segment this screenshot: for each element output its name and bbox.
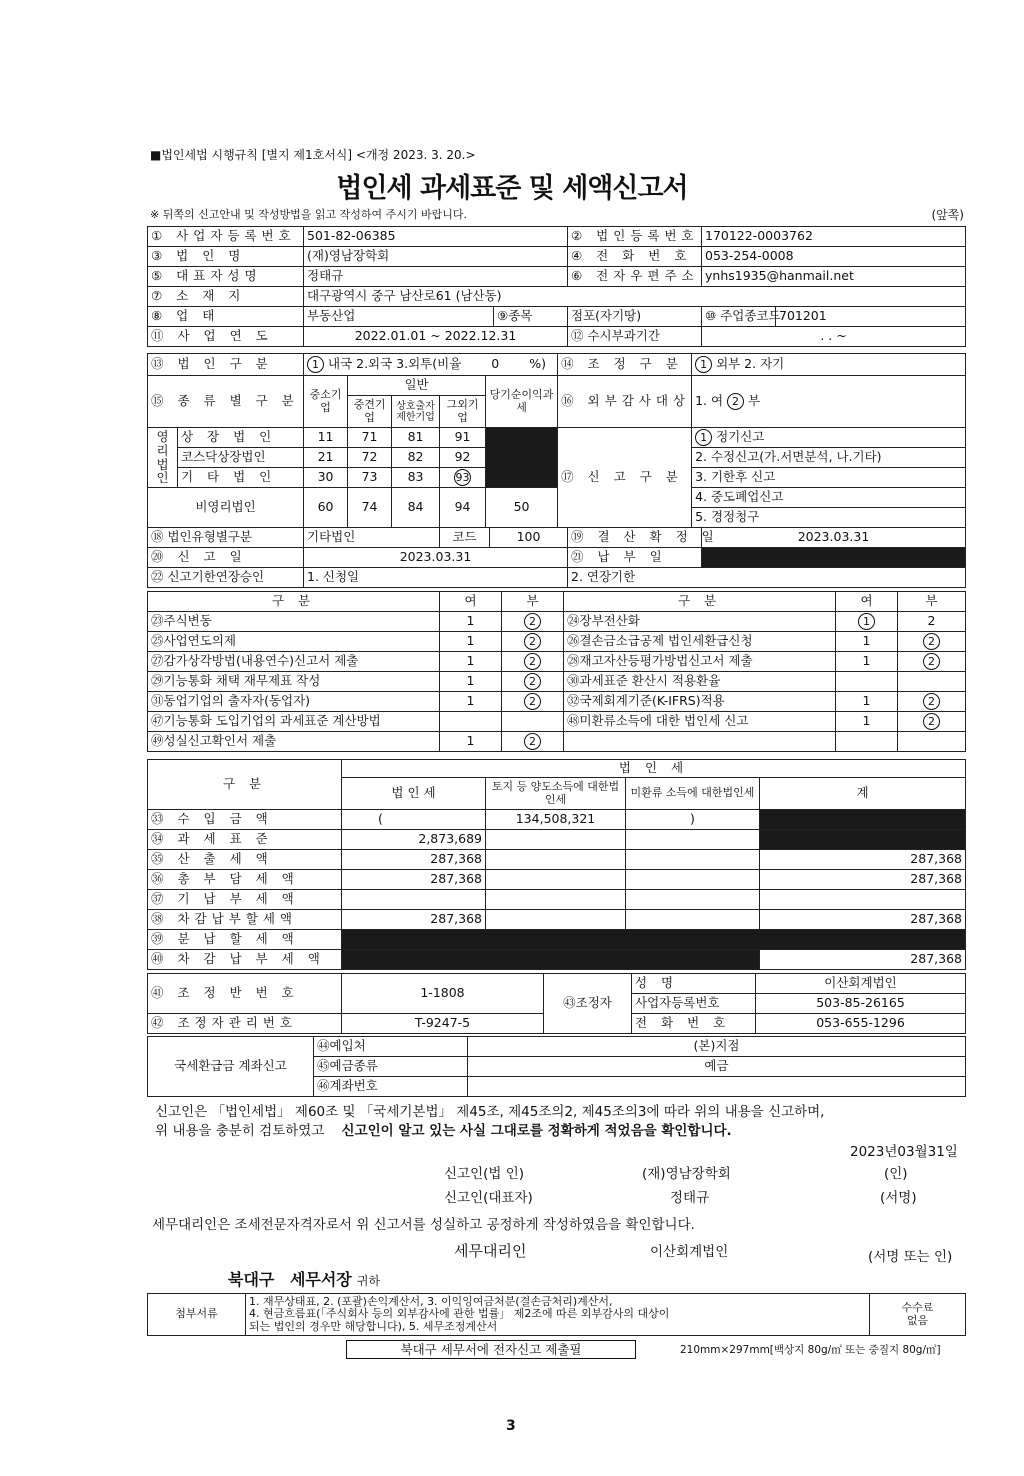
value-adjust-mgmt-no: T-9247-5 xyxy=(342,1014,544,1034)
checklist-row xyxy=(148,732,966,752)
value-code: 100 xyxy=(490,528,568,548)
checklist-label-left: ㉕사업연도의제 xyxy=(148,632,440,652)
tax-unreturned: ) xyxy=(626,810,760,830)
checklist-label-right: ㊽미환류소득에 대한 법인세 신고 xyxy=(564,712,836,732)
value-extension-apply: 1. 신청일 xyxy=(304,568,568,588)
header-net-profit: 당기순이익과세 xyxy=(486,376,558,428)
row-label: 코스닥상장법인 xyxy=(178,448,304,468)
tax-row xyxy=(148,890,966,910)
basic-info-table xyxy=(147,226,966,307)
header-midsize: 중견기업 xyxy=(348,396,392,428)
value-corp-name: (재)영남장학회 xyxy=(304,247,568,267)
checklist-label-right: ㉘재고자산등평가방법신고서 제출 xyxy=(564,652,836,672)
tax-corp: 287,368 xyxy=(342,870,486,890)
tax-land xyxy=(486,830,626,850)
label-payment-date: ㉑ 납 부 일 xyxy=(568,548,702,568)
form-title: 법인세 과세표준 및 세액신고서 xyxy=(336,173,688,204)
tax-total xyxy=(760,830,966,850)
tax-row xyxy=(148,830,966,850)
label-address: ⑦ 소 재 지 xyxy=(148,287,304,307)
header-division-right: 구 분 xyxy=(564,592,836,612)
checklist-yes-right: 1 xyxy=(836,652,898,672)
tax-total xyxy=(760,890,966,910)
tax-land xyxy=(486,870,626,890)
tax-row xyxy=(148,810,966,830)
label-report-date: ⑳ 신 고 일 xyxy=(148,548,304,568)
checklist-no-right: 2 xyxy=(898,612,966,632)
header-general: 일반 xyxy=(348,376,486,396)
dates-table xyxy=(147,527,966,588)
checklist-no-right: 2 xyxy=(898,632,966,652)
header-land-tax-col: 토지 등 양도소득에 대한법인세 xyxy=(486,778,626,810)
label-occasional-period: ⑫ 수시부과기간 xyxy=(568,327,702,347)
code-cell-circled: 93 xyxy=(440,468,486,488)
tax-corp: ( xyxy=(342,810,486,830)
checklist-yes-left: 1 xyxy=(440,692,502,712)
label-adjust-no: ㊶ 조 정 반 번 호 xyxy=(148,974,342,1014)
tax-row xyxy=(148,950,966,970)
header-division: 구 분 xyxy=(148,760,342,810)
value-address: 대구광역시 중구 남산로61 (남산동) xyxy=(304,287,966,307)
label-adjuster-biz-no: 사업자등록번호 xyxy=(632,994,756,1014)
value-email: ynhs1935@hanmail.net xyxy=(702,267,966,287)
checklist-label-right: ㉜국제회계기준(K-IFRS)적용 xyxy=(564,692,836,712)
redacted-payment-date xyxy=(702,548,966,568)
tax-land xyxy=(486,850,626,870)
checklist-label-left: ㉛동업기업의 출자자(동업자) xyxy=(148,692,440,712)
adjuster-table xyxy=(147,973,966,1034)
agent-statement: 세무대리인은 조세전문자격자로서 위 신고서를 성실하고 공정하게 작성하였음을 확인합니다. xyxy=(152,1217,695,1233)
report-type-4: 4. 중도폐업신고 xyxy=(692,488,966,508)
label-corp-type: ⑱ 법인유형별구분 xyxy=(148,528,304,548)
value-report-date: 2023.03.31 xyxy=(304,548,568,568)
label-corp-division: ⑬ 법 인 구 분 xyxy=(148,354,304,376)
tax-row-label: ㊴ 분 납 할 세 액 xyxy=(148,930,342,950)
code-cell: 82 xyxy=(392,448,440,468)
refund-account-table xyxy=(147,1036,966,1097)
checklist-yes-right xyxy=(836,672,898,692)
declaration-line-1: 신고인은 「법인세법」 제60조 및 「국세기본법」 제45조, 제45조의2, 제45조의3에 따라 위의 내용을 신고하며, xyxy=(155,1104,825,1120)
declaration-line-2: 위 내용을 충분히 검토하였고 신고인이 알고 있는 사실 그대로를 정확하게 적었음을 확인합니다. xyxy=(155,1123,732,1139)
label-bank: ㊹예입처 xyxy=(314,1037,468,1057)
label-reporter-corp: 신고인(법 인) xyxy=(444,1166,525,1182)
tax-unreturned xyxy=(626,830,760,850)
value-adjuster-biz-no: 503-85-26165 xyxy=(756,994,966,1014)
tax-land xyxy=(486,890,626,910)
attachments-table xyxy=(147,1293,966,1336)
label-biz-no: ① 사업자등록번호 xyxy=(148,227,304,247)
seal-mark: (인) xyxy=(884,1166,908,1182)
signature-mark: (서명) xyxy=(880,1190,917,1206)
checklist-label-left: ㊾성실신고확인서 제출 xyxy=(148,732,440,752)
code-cell: 74 xyxy=(348,488,392,528)
report-type-5: 5. 경정청구 xyxy=(692,508,966,528)
circled-choice: 1 xyxy=(695,429,712,446)
value-adjuster-name: 이산회계법인 xyxy=(756,974,966,994)
value-extension-deadline: 2. 연장기한 xyxy=(568,568,966,588)
tax-row-label: ㉝ 수 입 금 액 xyxy=(148,810,342,830)
circled-choice: 2 xyxy=(727,393,744,410)
checklist-no-left: 2 xyxy=(502,732,564,752)
tax-row-label: ㊵ 차 감 납 부 세 액 xyxy=(148,950,342,970)
checklist-yes-right: 1 xyxy=(836,692,898,712)
label-code: 코드 xyxy=(440,528,490,548)
value-industry-code: 701201 xyxy=(776,307,966,327)
checklist-no-right xyxy=(898,732,966,752)
value-settlement-date: 2023.03.31 xyxy=(702,528,966,548)
value-corp-division: 1 내국 2.외국 3.외투(비율 0 %) xyxy=(304,354,558,376)
header-sme: 중소기업 xyxy=(304,376,348,428)
classification-table xyxy=(147,353,966,528)
label-refund-account: 국세환급금 계좌신고 xyxy=(148,1037,314,1097)
tax-row-label: ㊲ 기 납 부 세 액 xyxy=(148,890,342,910)
header-no-left: 부 xyxy=(502,592,564,612)
row-label: 기 타 법 인 xyxy=(178,468,304,488)
label-business-type: ⑧ 업 태 xyxy=(148,307,304,327)
code-cell: 92 xyxy=(440,448,486,468)
value-occasional-period: . . ~ xyxy=(702,327,966,347)
checklist-yes-right: 1 xyxy=(836,632,898,652)
circled-choice: 1 xyxy=(695,356,712,373)
tax-total: 287,368 xyxy=(760,910,966,930)
code-cell: 73 xyxy=(348,468,392,488)
tax-total: 287,368 xyxy=(760,870,966,890)
label-corp-name: ③ 법 인 명 xyxy=(148,247,304,267)
header-corporate-tax: 법 인 세 xyxy=(342,760,966,778)
checklist-yes-left: 1 xyxy=(440,732,502,752)
value-bank: (본)지점 xyxy=(468,1037,966,1057)
code-cell: 21 xyxy=(304,448,348,468)
report-type-1: 1 정기신고 xyxy=(692,428,966,448)
redacted-cell xyxy=(342,950,760,970)
label-fiscal-year: ⑪ 사 업 연 도 xyxy=(148,327,304,347)
row-label: 상 장 법 인 xyxy=(178,428,304,448)
label-nonprofit: 비영리법인 xyxy=(148,488,304,528)
tax-row-label: ㊳ 차감납부할세액 xyxy=(148,910,342,930)
header-no-right: 부 xyxy=(898,592,966,612)
checklist-row xyxy=(148,712,966,732)
label-adjust-division: ⑭ 조 정 구 분 xyxy=(558,354,692,376)
value-item: 점포(자기땅) xyxy=(568,307,702,327)
code-cell: 11 xyxy=(304,428,348,448)
checklist-row xyxy=(148,672,966,692)
page-number: 3 xyxy=(506,1418,516,1434)
value-biz-no: 501-82-06385 xyxy=(304,227,568,247)
code-cell: 60 xyxy=(304,488,348,528)
label-deposit-type: ㊺예금종류 xyxy=(314,1057,468,1077)
label-reporter-rep: 신고인(대표자) xyxy=(444,1190,533,1206)
tax-unreturned xyxy=(626,910,760,930)
value-adjuster-phone: 053-655-1296 xyxy=(756,1014,966,1034)
tax-unreturned xyxy=(626,850,760,870)
tax-corp: 2,873,689 xyxy=(342,830,486,850)
checklist-label-left: ㉓주식변동 xyxy=(148,612,440,632)
tax-row-label: ㊱ 총 부 담 세 액 xyxy=(148,870,342,890)
value-reporter-corp: (재)영남장학회 xyxy=(642,1166,731,1182)
label-adjuster-name: 성 명 xyxy=(632,974,756,994)
header-division-left: 구 분 xyxy=(148,592,440,612)
tax-total: 287,368 xyxy=(760,950,966,970)
label-adjuster-phone: 전 화 번 호 xyxy=(632,1014,756,1034)
tax-total: 287,368 xyxy=(760,850,966,870)
tax-total xyxy=(760,810,966,830)
checklist-yes-left: 1 xyxy=(440,672,502,692)
circled-choice: 1 xyxy=(307,356,324,373)
checklist-label-left: ㉙기능통화 채택 재무제표 작성 xyxy=(148,672,440,692)
code-cell: 83 xyxy=(392,468,440,488)
tax-land xyxy=(486,910,626,930)
value-fiscal-year: 2022.01.01 ~ 2022.12.31 xyxy=(304,327,568,347)
checklist-no-right: 2 xyxy=(898,712,966,732)
tax-amount-table xyxy=(147,759,966,970)
value-phone: 053-254-0008 xyxy=(702,247,966,267)
tax-row xyxy=(148,870,966,890)
checklist-no-left: 2 xyxy=(502,652,564,672)
paper-spec: 210mm×297mm[백상지 80g/㎡ 또는 중질지 80g/㎡] xyxy=(680,1344,941,1356)
value-adjust-no: 1-1808 xyxy=(342,974,544,1014)
tax-corp: 287,368 xyxy=(342,850,486,870)
page-side: (앞쪽) xyxy=(931,208,964,222)
business-table xyxy=(147,306,966,347)
tax-row xyxy=(148,930,966,950)
code-cell: 94 xyxy=(440,488,486,528)
value-deposit-type: 예금 xyxy=(468,1057,966,1077)
header-unreturned-col: 미환류 소득에 대한법인세 xyxy=(626,778,760,810)
checklist-row xyxy=(148,612,966,632)
checklist-no-left: 2 xyxy=(502,672,564,692)
checklist-yes-right: 1 xyxy=(836,612,898,632)
label-report-type: ⑰ 신 고 구 분 xyxy=(558,428,692,528)
label-industry-code: ⑩ 주업종코드 xyxy=(702,307,776,327)
value-adjust-division: 1 외부 2. 자기 xyxy=(692,354,966,376)
attachments-list: 1. 재무상태표, 2. (포괄)손익계산서, 3. 이익잉여금처분(결손금처리)계산서, 4. 현금흐름표(「주식회사 등의 외부감사에 관한 법률」 제2조에 따른 외부감사의 대상이 되는 법인의 경우만 해당합니다), 5. 세무조정계산서 xyxy=(246,1294,870,1336)
value-reporter-rep: 정태규 xyxy=(670,1190,710,1206)
regulation-reference: ■법인세법 시행규칙 [별지 제1호서식] <개정 2023. 3. 20.> xyxy=(150,148,476,162)
tax-unreturned xyxy=(626,870,760,890)
checklist-yes-left xyxy=(440,712,502,732)
checklist-no-left: 2 xyxy=(502,692,564,712)
checklist-no-left: 2 xyxy=(502,632,564,652)
header-total-col: 계 xyxy=(760,778,966,810)
checklist-row xyxy=(148,692,966,712)
redacted-cell xyxy=(486,428,558,488)
checklist-yes-right: 1 xyxy=(836,712,898,732)
label-settlement-date: ⑲ 결 산 확 정 일 xyxy=(568,528,702,548)
tax-corp: 287,368 xyxy=(342,910,486,930)
label-phone: ④ 전 화 번 호 xyxy=(568,247,702,267)
checklist-no-left: 2 xyxy=(502,612,564,632)
checklist-label-right: ㉚과세표준 환산시 적용환율 xyxy=(564,672,836,692)
redacted-cell xyxy=(342,930,966,950)
label-tax-agent: 세무대리인 xyxy=(454,1242,527,1260)
report-type-2: 2. 수정신고(가.서면분석, 나.기타) xyxy=(692,448,966,468)
label-type-division: ⑮ 종 류 별 구 분 xyxy=(148,376,304,428)
value-business-type: 부동산업 xyxy=(304,307,494,327)
header-mutual: 상호출자제한기업 xyxy=(392,396,440,428)
checklist-no-right: 2 xyxy=(898,692,966,712)
header-yes-right: 여 xyxy=(836,592,898,612)
tax-row xyxy=(148,910,966,930)
value-account-no xyxy=(468,1077,966,1097)
checklist-yes-right xyxy=(836,732,898,752)
header-corp-tax-col: 법 인 세 xyxy=(342,778,486,810)
checklist-yes-left: 1 xyxy=(440,632,502,652)
label-item: ⑨종목 xyxy=(494,307,568,327)
checklist-label-left: ㊼기능통화 도입기업의 과세표준 계산방법 xyxy=(148,712,440,732)
code-cell: 30 xyxy=(304,468,348,488)
checklist-label-right: ㉔장부전산화 xyxy=(564,612,836,632)
tax-row xyxy=(148,850,966,870)
tax-row-label: ㉞ 과 세 표 준 xyxy=(148,830,342,850)
tax-corp xyxy=(342,890,486,910)
label-extension: ㉒ 신고기한연장승인 xyxy=(148,568,304,588)
tax-row-label: ㉟ 산 출 세 액 xyxy=(148,850,342,870)
code-cell: 71 xyxy=(348,428,392,448)
recipient: 북대구 세무서장 귀하 xyxy=(228,1270,381,1289)
instruction-note: ※ 뒤쪽의 신고안내 및 작성방법을 읽고 작성하여 주시기 바랍니다. xyxy=(150,208,467,221)
checklist-no-right: 2 xyxy=(898,652,966,672)
label-profit-corp: 영리법인 xyxy=(148,428,178,488)
header-yes-left: 여 xyxy=(440,592,502,612)
value-tax-agent: 이산회계법인 xyxy=(650,1244,729,1260)
value-rep-name: 정태규 xyxy=(304,267,568,287)
label-rep-name: ⑤ 대표자성명 xyxy=(148,267,304,287)
code-cell: 81 xyxy=(392,428,440,448)
code-cell: 50 xyxy=(486,488,558,528)
label-adjuster: ㊸조정자 xyxy=(544,974,632,1034)
code-cell: 72 xyxy=(348,448,392,468)
checklist-row xyxy=(148,632,966,652)
agent-sign-mark: (서명 또는 인) xyxy=(868,1249,953,1265)
header-other: 그외기업 xyxy=(440,396,486,428)
value-external-audit: 1. 여 2 부 xyxy=(692,376,966,428)
efile-stamp: 북대구 세무서에 전자신고 제출필 xyxy=(346,1340,636,1359)
checklist-label-right xyxy=(564,732,836,752)
checklist-no-right xyxy=(898,672,966,692)
tax-unreturned xyxy=(626,890,760,910)
declaration-date: 2023년03월31일 xyxy=(850,1144,958,1160)
tax-land: 134,508,321 xyxy=(486,810,626,830)
label-adjust-mgmt-no: ㊷ 조정자관리번호 xyxy=(148,1014,342,1034)
checklist-no-left xyxy=(502,712,564,732)
checklist-yes-left: 1 xyxy=(440,612,502,632)
label-external-audit: ⑯ 외부감사대상 xyxy=(558,376,692,428)
label-corp-reg-no: ② 법인등록번호 xyxy=(568,227,702,247)
fee-cell: 수수료 없음 xyxy=(870,1294,966,1336)
checklist-table xyxy=(147,591,966,752)
label-email: ⑥ 전자우편주소 xyxy=(568,267,702,287)
checklist-label-right: ㉖결손금소급공제 법인세환급신청 xyxy=(564,632,836,652)
value-corp-reg-no: 170122-0003762 xyxy=(702,227,966,247)
checklist-yes-left: 1 xyxy=(440,652,502,672)
checklist-label-left: ㉗감가상각방법(내용연수)신고서 제출 xyxy=(148,652,440,672)
report-type-3: 3. 기한후 신고 xyxy=(692,468,966,488)
label-attachments: 첨부서류 xyxy=(148,1294,246,1336)
value-corp-type: 기타법인 xyxy=(304,528,440,548)
code-cell: 91 xyxy=(440,428,486,448)
checklist-row xyxy=(148,652,966,672)
label-account-no: ㊻계좌번호 xyxy=(314,1077,468,1097)
code-cell: 84 xyxy=(392,488,440,528)
